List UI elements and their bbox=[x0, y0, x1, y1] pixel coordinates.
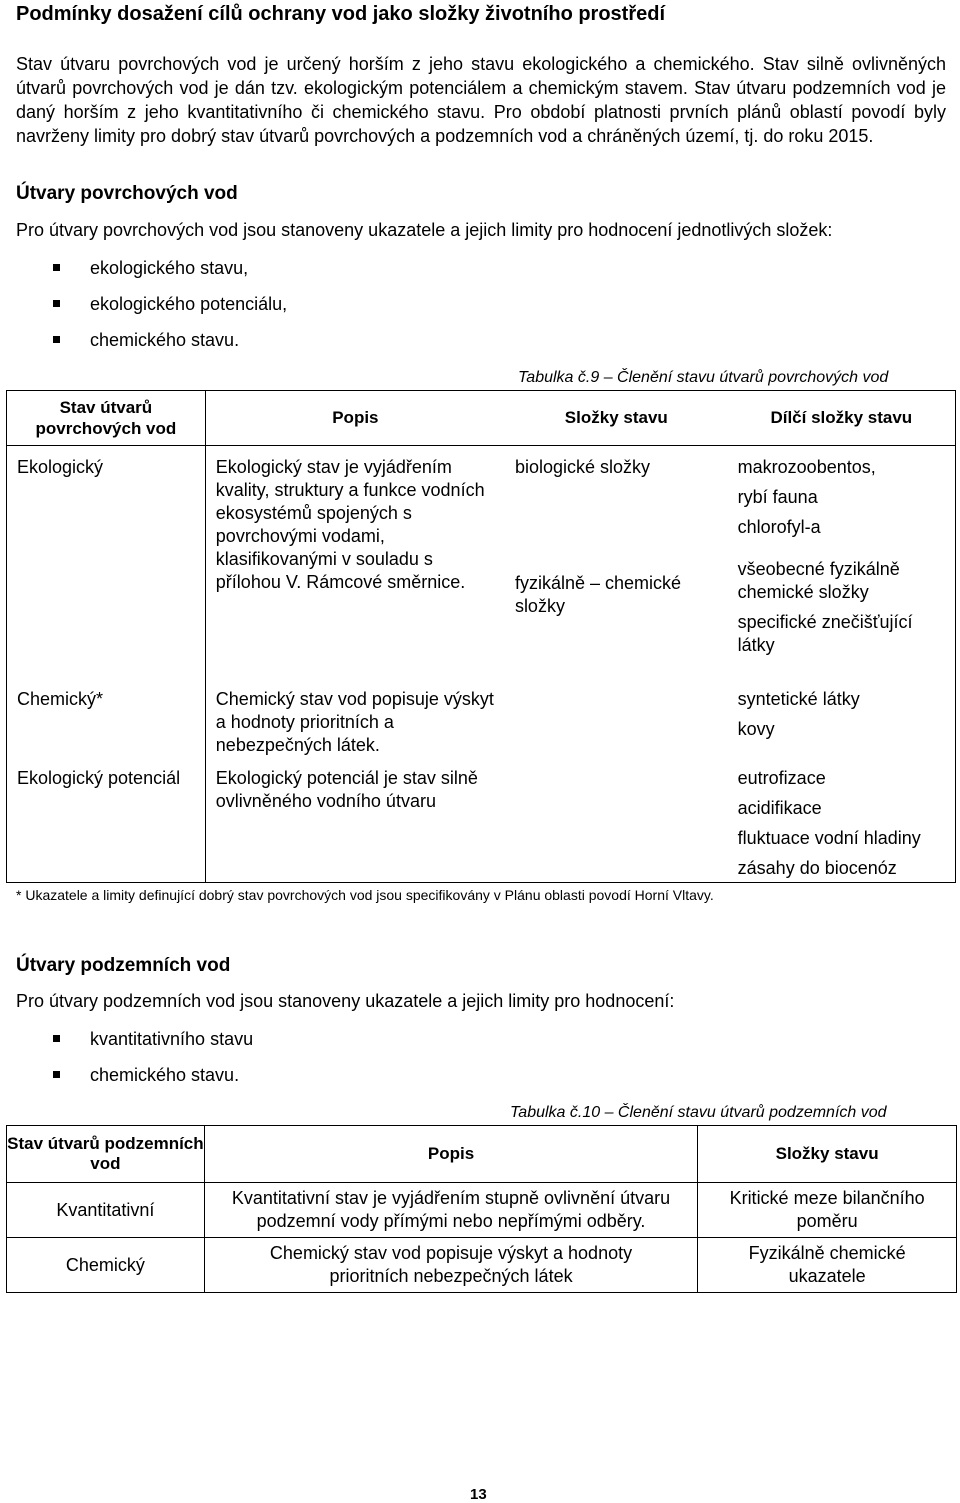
list-item: kvantitativního stavu bbox=[50, 1027, 253, 1063]
state-cell: Chemický bbox=[7, 1238, 205, 1293]
column-header: Složky stavu bbox=[698, 1126, 957, 1183]
state-cell: Ekologický potenciál bbox=[7, 757, 206, 883]
bullet-square-icon bbox=[53, 300, 60, 307]
subcomponent-cell: makrozoobentos, rybí fauna chlorofyl-a všeobecné fyzikálně chemické složky specifické znečišťující látky bbox=[737, 457, 913, 655]
page-title: Podmínky dosažení cílů ochrany vod jako složky životního prostředí bbox=[16, 3, 666, 25]
ground-state-table bbox=[6, 1125, 957, 1293]
subcomponent-cell: eutrofizace acidifikace fluktuace vodní hladiny zásahy do biocenóz bbox=[737, 768, 921, 878]
page-number: 13 bbox=[470, 1486, 487, 1503]
column-header: Stav útvarů podzemních vod bbox=[7, 1126, 205, 1183]
table-header-row bbox=[7, 391, 956, 446]
list-item: ekologického potenciálu, bbox=[50, 292, 287, 328]
surface-bullet-list bbox=[50, 256, 287, 364]
column-header: Stav útvarů povrchových vod bbox=[7, 391, 206, 446]
column-header: Popis bbox=[204, 1126, 697, 1183]
ground-section-heading: Útvary podzemních vod bbox=[16, 955, 231, 976]
surface-section-heading: Útvary povrchových vod bbox=[16, 183, 238, 204]
state-cell: Chemický* bbox=[7, 678, 206, 757]
ground-bullet-list bbox=[50, 1027, 253, 1099]
state-cell: Kvantitativní bbox=[7, 1183, 205, 1238]
table-row bbox=[7, 446, 956, 679]
component-cell: Fyzikálně chemické ukazatele bbox=[698, 1238, 957, 1293]
description-cell: Ekologický potenciál je stav silně ovlivněného vodního útvaru bbox=[215, 768, 478, 811]
ground-intro: Pro útvary podzemních vod jsou stanoveny ukazatele a jejich limity pro hodnocení: bbox=[16, 991, 675, 1011]
table-row bbox=[7, 1238, 957, 1293]
column-header: Složky stavu bbox=[505, 391, 728, 446]
component-cell bbox=[505, 678, 728, 757]
component-cell: Kritické meze bilančního poměru bbox=[698, 1183, 957, 1238]
table-10-caption: Tabulka č.10 – Členění stavu útvarů podzemních vod bbox=[510, 1104, 887, 1121]
table-header-row bbox=[7, 1126, 957, 1183]
table-row bbox=[7, 678, 956, 757]
state-cell: Ekologický bbox=[7, 446, 206, 679]
table-9-caption: Tabulka č.9 – Členění stavu útvarů povrchových vod bbox=[518, 369, 889, 386]
column-header: Dílčí složky stavu bbox=[728, 391, 956, 446]
bullet-square-icon bbox=[53, 264, 60, 271]
surface-state-table bbox=[6, 390, 956, 883]
component-cell: biologické složky fyzikálně – chemické složky bbox=[514, 457, 682, 616]
description-cell: Kvantitativní stav je vyjádřením stupně ovlivnění útvaru podzemní vody přímými nebo nepřímými odběry. bbox=[204, 1183, 697, 1238]
component-cell bbox=[505, 757, 728, 883]
list-item: ekologického stavu, bbox=[50, 256, 287, 292]
table-row bbox=[7, 757, 956, 883]
surface-intro: Pro útvary povrchových vod jsou stanoveny ukazatele a jejich limity pro hodnocení jednotlivých složek: bbox=[16, 220, 833, 240]
subcomponent-cell: syntetické látky kovy bbox=[737, 689, 860, 739]
list-item: chemického stavu. bbox=[50, 1063, 253, 1099]
bullet-square-icon bbox=[53, 1035, 60, 1042]
description-cell: Ekologický stav je vyjádřením kvality, struktury a funkce vodních ekosystémů spojených s povrchovými vodami, klasifikovanými v souladu s přílohou V. Rámcové směrnice. bbox=[215, 457, 485, 592]
bullet-square-icon bbox=[53, 1071, 60, 1078]
bullet-square-icon bbox=[53, 336, 60, 343]
table-footnote: * Ukazatele a limity definující dobrý stav povrchových vod jsou specifikovány v Plánu oblasti povodí Horní Vltavy. bbox=[16, 887, 714, 903]
table-row bbox=[7, 1183, 957, 1238]
description-cell: Chemický stav vod popisuje výskyt a hodnoty prioritních nebezpečných látek bbox=[204, 1238, 697, 1293]
intro-paragraph: Stav útvaru povrchových vod je určený horším z jeho stavu ekologického a chemického. Stav silně ovlivněných útvarů povrchových vod je dán tzv. ekologickým potenciálem a chemickým stavem. Stav útvaru podzemních vod je daný horším z jeho kvantitativního či chemického stavu. Pro období platnosti prvních plánů oblastí povodí byly navrženy limity pro dobrý stav útvarů povrchových a podzemních vod a chráněných území, tj. do roku 2015. bbox=[16, 54, 946, 146]
list-item: chemického stavu. bbox=[50, 328, 287, 364]
description-cell: Chemický stav vod popisuje výskyt a hodnoty prioritních a nebezpečných látek. bbox=[215, 689, 494, 755]
column-header: Popis bbox=[205, 391, 505, 446]
